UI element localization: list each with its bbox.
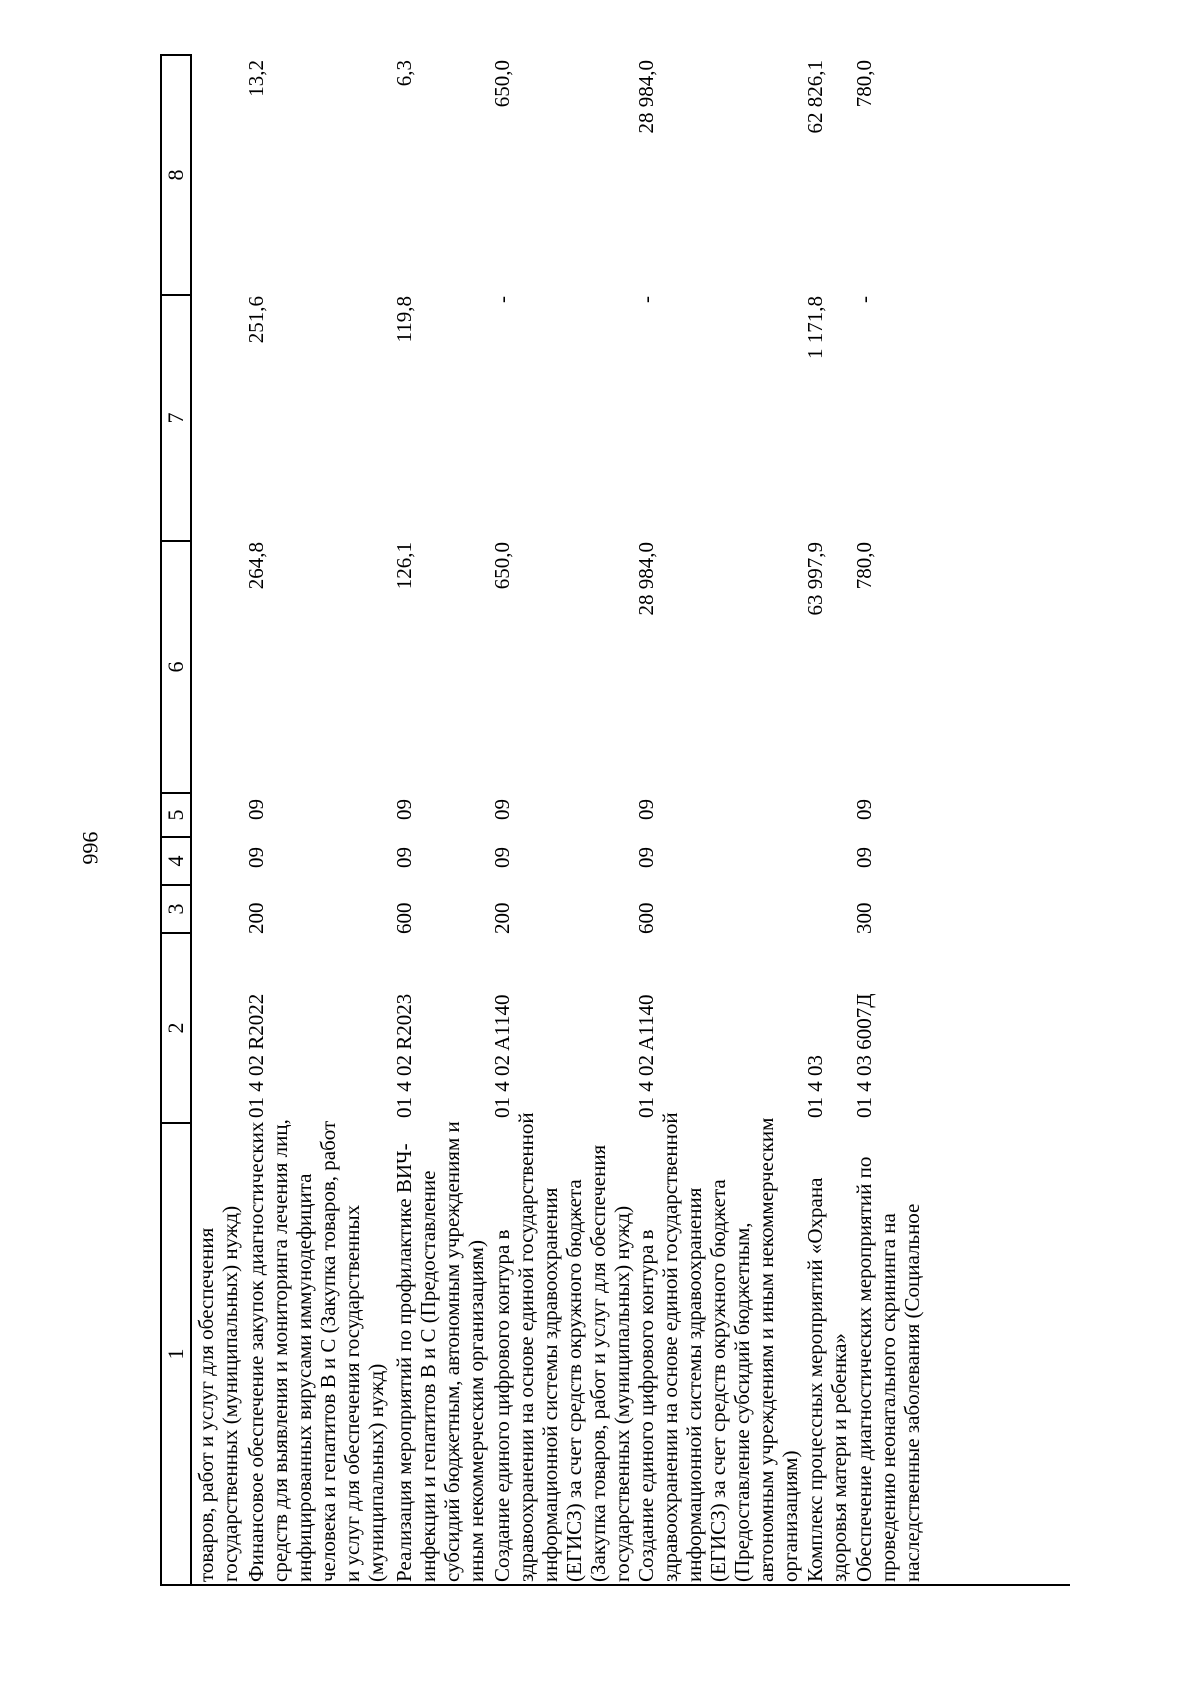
- row-code: 01 4 02 A1140: [634, 994, 658, 1118]
- row-name-line: (ЕГИСЗ) за счет средств окружного бюджета: [706, 1179, 730, 1582]
- row-name-line: субсидий бюджетным, автономным учреждениям и: [440, 1121, 464, 1582]
- row-name: [490, 1112, 634, 1582]
- row-name-line: Реализация мероприятий по профилактике ВИЧ-: [392, 1143, 416, 1582]
- row-col-4: 09: [634, 847, 658, 868]
- row-col-6: 126,1: [392, 542, 416, 590]
- row-col-7: -: [852, 296, 876, 303]
- row-col-5: 09: [852, 799, 876, 820]
- row-col-6: 264,8: [244, 542, 268, 590]
- row-col-3: 200: [244, 902, 268, 934]
- row-code: 01 4 02 A1140: [490, 994, 514, 1118]
- row-col-4: 09: [244, 847, 268, 868]
- row-col-8: 650,0: [490, 60, 514, 108]
- table-left-border: [160, 1584, 1070, 1586]
- column-header-8: 8: [163, 169, 188, 181]
- row-col-4: 09: [852, 847, 876, 868]
- row-code: 01 4 03: [803, 1055, 827, 1118]
- row-col-5: 09: [244, 799, 268, 820]
- row-name-line: проведению неонатального скрининга на: [876, 1213, 900, 1582]
- row-name-line: товаров, работ и услуг для обеспечения: [194, 1227, 218, 1582]
- row-col-4: 09: [490, 847, 514, 868]
- row-col-6: 28 984,0: [634, 542, 658, 616]
- row-name-line: (ЕГИСЗ) за счет средств окружного бюджета: [562, 1179, 586, 1582]
- row-col-8: 62 826,1: [803, 60, 827, 134]
- column-header-6: 6: [163, 661, 188, 673]
- row-col-5: 09: [490, 799, 514, 820]
- row-col-4: 09: [392, 847, 416, 868]
- column-header-4: 4: [163, 855, 188, 867]
- row-col-3: 300: [852, 902, 876, 934]
- row-col-8: 6,3: [392, 60, 416, 87]
- column-header-5: 5: [163, 809, 188, 821]
- header-bottom-border: [190, 54, 192, 1586]
- row-name-line: человека и гепатитов В и С (Закупка товаров, работ: [316, 1120, 340, 1582]
- row-code: 01 4 03 6007Д: [852, 993, 876, 1118]
- row-name-line: автономным учреждениям и иным некоммерческим: [754, 1117, 778, 1582]
- row-name: [392, 1121, 488, 1582]
- row-code: 01 4 02 R2022: [244, 993, 268, 1118]
- header-top-border: [160, 54, 162, 1586]
- row-col-5: 09: [634, 799, 658, 820]
- row-name-line: средств для выявления и мониторинга лечения лиц,: [268, 1119, 292, 1582]
- column-header-1: 1: [163, 1348, 188, 1360]
- row-name-line: наследственные заболевания (Социальное: [900, 1203, 924, 1582]
- row-col-8: 780,0: [852, 60, 876, 108]
- row-name-line: инфекции и гепатитов В и С (Предоставление: [416, 1170, 440, 1582]
- row-name-line: здоровья матери и ребенка»: [827, 1333, 851, 1582]
- column-header-7: 7: [163, 412, 188, 424]
- row-name-line: иным некоммерческим организациям): [464, 1240, 488, 1582]
- row-name: [634, 1112, 802, 1582]
- row-name-line: здравоохранении на основе единой государственной: [658, 1112, 682, 1582]
- row-name-line: Финансовое обеспечение закупок диагностических: [244, 1121, 268, 1582]
- row-name-line: инфицированных вирусами иммунодефицита: [292, 1173, 316, 1582]
- row-col-7: 251,6: [244, 296, 268, 344]
- row-col-6: 63 997,9: [803, 542, 827, 616]
- row-name-line: (муниципальных) нужд): [364, 1363, 388, 1582]
- row-name-line: государственных (муниципальных) нужд): [610, 1205, 634, 1582]
- row-name: [194, 1124, 242, 1582]
- row-name-line: Обеспечение диагностических мероприятий по: [852, 1156, 876, 1582]
- row-name-line: здравоохранении на основе единой государственной: [514, 1112, 538, 1582]
- row-col-3: 600: [392, 902, 416, 934]
- row-col-8: 13,2: [244, 60, 268, 97]
- row-name-line: информационной системы здравоохранения: [682, 1187, 706, 1582]
- row-name-line: Создание единого цифрового контура в: [490, 1229, 514, 1582]
- row-name: [852, 1124, 924, 1582]
- row-code: 01 4 02 R2023: [392, 993, 416, 1118]
- row-col-3: 600: [634, 902, 658, 934]
- row-name-line: организациям): [778, 1450, 802, 1582]
- budget-table: [160, 54, 1070, 1586]
- row-col-7: -: [634, 296, 658, 303]
- row-col-7: 119,8: [392, 296, 416, 343]
- row-name-line: и услуг для обеспечения государственных: [340, 1204, 364, 1582]
- row-name: [244, 1119, 388, 1582]
- row-name-line: государственных (муниципальных) нужд): [218, 1205, 242, 1582]
- row-col-7: -: [490, 296, 514, 303]
- row-col-3: 200: [490, 902, 514, 934]
- row-col-7: 1 171,8: [803, 296, 827, 359]
- row-name-line: Комплекс процессных мероприятий «Охрана: [803, 1177, 827, 1582]
- column-header-3: 3: [163, 903, 188, 915]
- row-col-5: 09: [392, 799, 416, 820]
- row-col-8: 28 984,0: [634, 60, 658, 134]
- row-name-line: (Предоставление субсидий бюджетным,: [730, 1222, 754, 1582]
- row-col-6: 780,0: [852, 542, 876, 590]
- column-header-2: 2: [163, 1022, 188, 1034]
- page-number: 966: [78, 831, 103, 865]
- row-name-line: информационной системы здравоохранения: [538, 1187, 562, 1582]
- row-name-line: Создание единого цифрового контура в: [634, 1229, 658, 1582]
- row-name: [803, 1124, 851, 1582]
- row-name-line: (Закупка товаров, работ и услуг для обеспечения: [586, 1144, 610, 1582]
- row-col-6: 650,0: [490, 542, 514, 590]
